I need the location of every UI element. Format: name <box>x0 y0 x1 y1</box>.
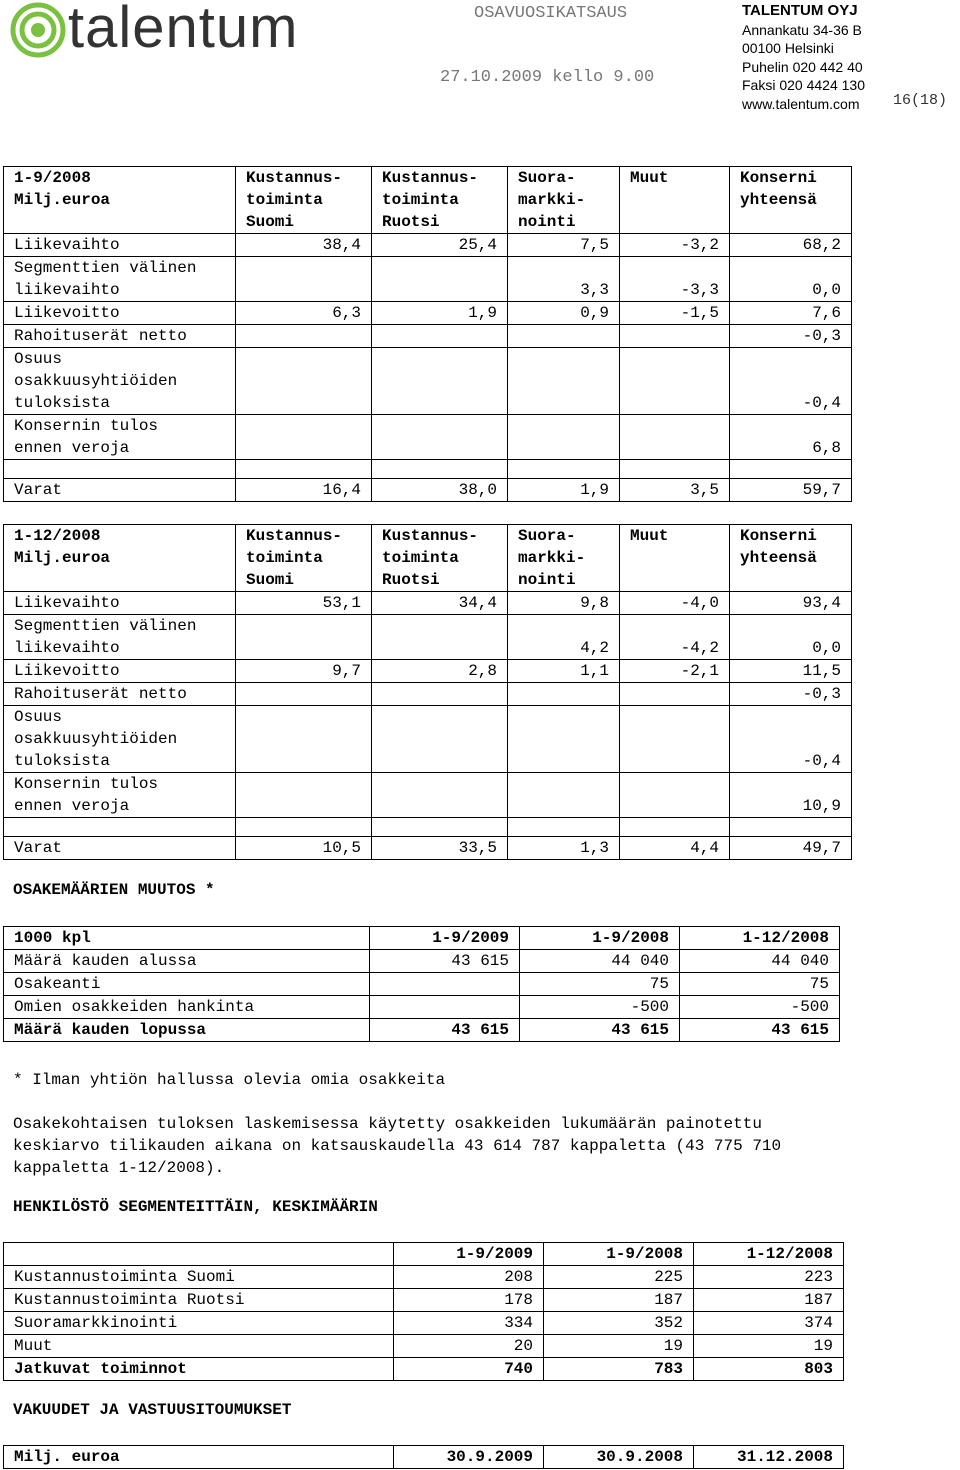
company-address: Annankatu 34-36 B <box>742 21 862 38</box>
company-name: TALENTUM OYJ <box>742 2 858 19</box>
table-row <box>4 996 840 1019</box>
value-cell: 43 615 <box>680 1019 840 1042</box>
value-cell: 0,0 <box>730 615 852 660</box>
table-row <box>4 1289 844 1312</box>
header-cell: 1-9/2008 <box>544 1243 694 1266</box>
segment-table-2008-q3 <box>3 166 852 502</box>
value-cell: 803 <box>694 1358 844 1381</box>
value-cell: 225 <box>544 1266 694 1289</box>
row-label: Kustannustoiminta Ruotsi <box>4 1289 394 1312</box>
value-cell: 1,9 <box>372 302 508 325</box>
company-phone: Puhelin 020 442 40 <box>742 58 863 75</box>
value-cell: 2,8 <box>372 660 508 683</box>
guarantees-title: VAKUUDET JA VASTUUSITOUMUKSET <box>13 1401 292 1419</box>
header-cell <box>4 1243 394 1266</box>
value-cell: -3,2 <box>620 234 730 257</box>
value-cell: 4,4 <box>620 837 730 860</box>
value-cell <box>508 683 620 706</box>
value-cell <box>372 683 508 706</box>
value-cell: 187 <box>544 1289 694 1312</box>
value-cell: 223 <box>694 1266 844 1289</box>
row-label: Kustannustoiminta Suomi <box>4 1266 394 1289</box>
value-cell: 7,5 <box>508 234 620 257</box>
row-label: Rahoituserät netto <box>4 683 236 706</box>
value-cell: 44 040 <box>520 950 680 973</box>
shares-footnote: * Ilman yhtiön hallussa olevia omia osakkeita <box>13 1071 446 1089</box>
value-cell: -500 <box>680 996 840 1019</box>
value-cell: 208 <box>394 1266 544 1289</box>
value-cell: -500 <box>520 996 680 1019</box>
table-row <box>4 592 852 615</box>
table-row <box>4 348 852 415</box>
company-fax: Faksi 020 4424 130 <box>742 77 865 93</box>
personnel-title: HENKILÖSTÖ SEGMENTEITTÄIN, KESKIMÄÄRIN <box>13 1198 378 1216</box>
value-cell <box>372 818 508 837</box>
header-cell: Konserni yhteensä <box>730 167 852 234</box>
value-cell <box>508 706 620 773</box>
value-cell <box>508 415 620 460</box>
value-cell: 43 615 <box>370 950 520 973</box>
table-row <box>4 234 852 257</box>
value-cell <box>372 706 508 773</box>
table-row <box>4 818 852 837</box>
table-header-row <box>4 1446 844 1469</box>
value-cell: 352 <box>544 1312 694 1335</box>
header-cell: Suora- markki- nointi <box>508 167 620 234</box>
table-row <box>4 1266 844 1289</box>
table-header-row <box>4 167 852 234</box>
value-cell <box>236 683 372 706</box>
value-cell: 10,9 <box>730 773 852 818</box>
row-label: Suoramarkkinointi <box>4 1312 394 1335</box>
value-cell: 783 <box>544 1358 694 1381</box>
header-cell: Milj. euroa <box>4 1446 394 1469</box>
table-header-row <box>4 1243 844 1266</box>
value-cell <box>372 773 508 818</box>
header-cell: 30.9.2008 <box>544 1446 694 1469</box>
row-label: Omien osakkeiden hankinta <box>4 996 370 1019</box>
value-cell <box>620 348 730 415</box>
header-cell: Kustannus- toiminta Ruotsi <box>372 525 508 592</box>
row-label: Varat <box>4 479 236 502</box>
value-cell: -4,0 <box>620 592 730 615</box>
value-cell: 38,4 <box>236 234 372 257</box>
value-cell: 3,3 <box>508 257 620 302</box>
value-cell <box>370 996 520 1019</box>
row-label: Rahoituserät netto <box>4 325 236 348</box>
row-label: Määrä kauden alussa <box>4 950 370 973</box>
logo-wordmark: talentum <box>68 0 299 60</box>
row-label: Konsernin tulos ennen veroja <box>4 415 236 460</box>
value-cell: 334 <box>394 1312 544 1335</box>
report-title: OSAVUOSIKATSAUS <box>474 4 628 23</box>
value-cell: 3,5 <box>620 479 730 502</box>
value-cell: 25,4 <box>372 234 508 257</box>
table-row <box>4 257 852 302</box>
table-row <box>4 615 852 660</box>
value-cell <box>236 460 372 479</box>
value-cell: 33,5 <box>372 837 508 860</box>
value-cell <box>236 325 372 348</box>
value-cell: 68,2 <box>730 234 852 257</box>
value-cell <box>620 460 730 479</box>
page-number: 16(18) <box>893 92 948 109</box>
value-cell <box>236 615 372 660</box>
company-postal: 00100 Helsinki <box>742 40 834 56</box>
header-cell: Muut <box>620 525 730 592</box>
header-cell: Muut <box>620 167 730 234</box>
table-row <box>4 706 852 773</box>
row-label: Liikevaihto <box>4 234 236 257</box>
value-cell <box>508 773 620 818</box>
table-row <box>4 973 840 996</box>
value-cell: -2,1 <box>620 660 730 683</box>
table-header-row <box>4 525 852 592</box>
row-label: Osuus osakkuusyhtiöiden tuloksista <box>4 706 236 773</box>
value-cell: 59,7 <box>730 479 852 502</box>
value-cell <box>372 615 508 660</box>
talentum-logo-icon <box>10 2 66 58</box>
header-cell: 1000 kpl <box>4 927 370 950</box>
value-cell: 43 615 <box>520 1019 680 1042</box>
header-cell: Kustannus- toiminta Suomi <box>236 525 372 592</box>
header-cell: 1-12/2008 Milj.euroa <box>4 525 236 592</box>
row-label: Varat <box>4 837 236 860</box>
value-cell: -1,5 <box>620 302 730 325</box>
value-cell: 16,4 <box>236 479 372 502</box>
value-cell: 7,6 <box>730 302 852 325</box>
header-cell: Kustannus- toiminta Ruotsi <box>372 167 508 234</box>
table-row <box>4 302 852 325</box>
value-cell: -0,3 <box>730 683 852 706</box>
value-cell: 10,5 <box>236 837 372 860</box>
value-cell: 9,8 <box>508 592 620 615</box>
value-cell: 34,4 <box>372 592 508 615</box>
value-cell: -0,3 <box>730 325 852 348</box>
value-cell: 38,0 <box>372 479 508 502</box>
row-label: Liikevoitto <box>4 302 236 325</box>
row-label: Segmenttien välinen liikevaihto <box>4 257 236 302</box>
value-cell: 19 <box>694 1335 844 1358</box>
company-web: www.talentum.com <box>742 95 860 112</box>
value-cell <box>372 257 508 302</box>
value-cell: 0,0 <box>730 257 852 302</box>
value-cell <box>236 706 372 773</box>
eps-paragraph: Osakekohtaisen tuloksen laskemisessa käytetty osakkeiden lukumäärän painotettu keskiarvo tilikauden aikana on katsauskaudella 43 614 787 kappaletta (43 775 710 kappaletta 1-12/2008). <box>13 1115 782 1177</box>
value-cell: -3,3 <box>620 257 730 302</box>
value-cell <box>620 773 730 818</box>
row-label: Jatkuvat toiminnot <box>4 1358 394 1381</box>
header-cell: 1-9/2008 Milj.euroa <box>4 167 236 234</box>
value-cell: 49,7 <box>730 837 852 860</box>
report-datetime: 27.10.2009 kello 9.00 <box>440 68 655 87</box>
table-row <box>4 683 852 706</box>
segment-table-2008-fy <box>3 524 852 860</box>
header-cell: 1-9/2009 <box>394 1243 544 1266</box>
header-cell: 30.9.2009 <box>394 1446 544 1469</box>
row-label: Segmenttien välinen liikevaihto <box>4 615 236 660</box>
value-cell <box>372 460 508 479</box>
value-cell <box>236 257 372 302</box>
value-cell: 740 <box>394 1358 544 1381</box>
value-cell <box>620 415 730 460</box>
header-cell: 1-9/2009 <box>370 927 520 950</box>
value-cell: 6,3 <box>236 302 372 325</box>
header-cell: 1-12/2008 <box>694 1243 844 1266</box>
value-cell: 44 040 <box>680 950 840 973</box>
value-cell: -4,2 <box>620 615 730 660</box>
value-cell <box>730 460 852 479</box>
value-cell: 75 <box>520 973 680 996</box>
header-cell: Kustannus- toiminta Suomi <box>236 167 372 234</box>
guarantees-table <box>3 1445 844 1469</box>
header-cell: 31.12.2008 <box>694 1446 844 1469</box>
table-row <box>4 415 852 460</box>
value-cell <box>372 348 508 415</box>
table-row <box>4 837 852 860</box>
table-row <box>4 1358 844 1381</box>
value-cell: 19 <box>544 1335 694 1358</box>
value-cell: 43 615 <box>370 1019 520 1042</box>
value-cell <box>370 973 520 996</box>
value-cell: 9,7 <box>236 660 372 683</box>
header-cell: Konserni yhteensä <box>730 525 852 592</box>
header-cell: Suora- markki- nointi <box>508 525 620 592</box>
value-cell <box>372 415 508 460</box>
value-cell: 4,2 <box>508 615 620 660</box>
value-cell <box>508 460 620 479</box>
value-cell: 187 <box>694 1289 844 1312</box>
value-cell <box>730 818 852 837</box>
row-label: Konsernin tulos ennen veroja <box>4 773 236 818</box>
value-cell: 6,8 <box>730 415 852 460</box>
table-row <box>4 1019 840 1042</box>
shares-title: OSAKEMÄÄRIEN MUUTOS * <box>13 881 215 899</box>
table-row <box>4 1335 844 1358</box>
value-cell: -0,4 <box>730 348 852 415</box>
value-cell <box>620 325 730 348</box>
value-cell <box>236 818 372 837</box>
value-cell: 53,1 <box>236 592 372 615</box>
row-label: Osakeanti <box>4 973 370 996</box>
table-row <box>4 950 840 973</box>
value-cell <box>236 348 372 415</box>
row-label: Liikevaihto <box>4 592 236 615</box>
value-cell <box>508 818 620 837</box>
header-cell: 1-12/2008 <box>680 927 840 950</box>
personnel-table <box>3 1242 844 1381</box>
table-row <box>4 460 852 479</box>
table-row <box>4 1312 844 1335</box>
value-cell: -0,4 <box>730 706 852 773</box>
value-cell: 178 <box>394 1289 544 1312</box>
value-cell <box>508 348 620 415</box>
value-cell: 11,5 <box>730 660 852 683</box>
row-label: Osuus osakkuusyhtiöiden tuloksista <box>4 348 236 415</box>
table-row <box>4 660 852 683</box>
row-label <box>4 818 236 837</box>
row-label: Liikevoitto <box>4 660 236 683</box>
header-cell: 1-9/2008 <box>520 927 680 950</box>
value-cell: 20 <box>394 1335 544 1358</box>
table-row <box>4 479 852 502</box>
value-cell: 1,9 <box>508 479 620 502</box>
value-cell <box>620 683 730 706</box>
row-label <box>4 460 236 479</box>
value-cell: 93,4 <box>730 592 852 615</box>
value-cell: 1,3 <box>508 837 620 860</box>
value-cell: 0,9 <box>508 302 620 325</box>
value-cell: 75 <box>680 973 840 996</box>
value-cell <box>620 818 730 837</box>
value-cell: 1,1 <box>508 660 620 683</box>
value-cell <box>372 325 508 348</box>
value-cell <box>236 773 372 818</box>
company-info <box>742 2 865 113</box>
value-cell <box>620 706 730 773</box>
table-row <box>4 773 852 818</box>
row-label: Muut <box>4 1335 394 1358</box>
value-cell: 374 <box>694 1312 844 1335</box>
table-row <box>4 325 852 348</box>
row-label: Määrä kauden lopussa <box>4 1019 370 1042</box>
value-cell <box>508 325 620 348</box>
table-header-row <box>4 927 840 950</box>
shares-table <box>3 926 840 1042</box>
value-cell <box>236 415 372 460</box>
